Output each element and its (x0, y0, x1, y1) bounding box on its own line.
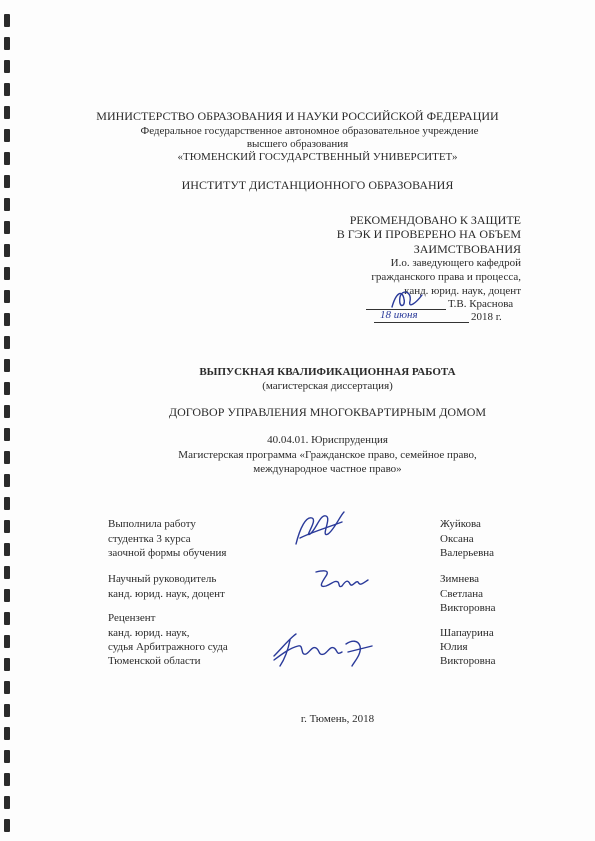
program-line-2: международное частное право» (253, 463, 402, 475)
student-first-name: Оксана (440, 533, 474, 545)
binding-hole (4, 474, 10, 487)
binding-hole (4, 819, 10, 832)
supervisor-first-name: Светлана (440, 588, 484, 600)
binding-hole (4, 198, 10, 211)
reviewer-signature (268, 626, 380, 672)
binding-hole (4, 60, 10, 73)
binding-hole (4, 221, 10, 234)
binding-hole (4, 152, 10, 165)
binding-hole (4, 520, 10, 533)
reviewer-role-line-1: Рецензент (108, 612, 156, 624)
student-surname: Жуйкова (440, 518, 481, 530)
binding-hole (4, 566, 10, 579)
binding-hole (4, 543, 10, 556)
binding-hole (4, 313, 10, 326)
university-name: «ТЮМЕНСКИЙ ГОСУДАРСТВЕННЫЙ УНИВЕРСИТЕТ» (177, 151, 458, 163)
approval-line-6: канд. юрид. наук, доцент (404, 285, 521, 297)
approval-line-2: В ГЭК И ПРОВЕРЕНО НА ОБЪЕМ (336, 227, 521, 241)
reviewer-role-line-2: канд. юрид. наук, (108, 627, 190, 639)
binding-hole (4, 612, 10, 625)
binding-hole (4, 336, 10, 349)
binding-hole (4, 681, 10, 694)
supervisor-surname: Зимнева (440, 573, 480, 585)
reviewer-surname: Шапаурина (440, 627, 494, 639)
binding-hole (4, 83, 10, 96)
binding-hole (4, 796, 10, 809)
head-name: Т.В. Краснова (448, 298, 514, 310)
program-line-1: Магистерская программа «Гражданское право, семейное право, (178, 449, 477, 461)
binding-hole (4, 635, 10, 648)
institution-line-1: Федеральное государственное автономное образовательное учреждение (140, 125, 479, 137)
approval-line-5: гражданского права и процесса, (371, 271, 521, 283)
binding-hole (4, 589, 10, 602)
binding-hole (4, 37, 10, 50)
binding-hole (4, 244, 10, 257)
binding-hole (4, 290, 10, 303)
student-patronymic: Валерьевна (440, 547, 495, 559)
date-line (374, 322, 469, 323)
student-signature (290, 508, 350, 552)
approval-line-4: И.о. заведующего кафедрой (390, 257, 521, 269)
reviewer-role-line-4: Тюменской области (108, 655, 201, 667)
binding-hole (4, 750, 10, 763)
approval-line-3: ЗАИМСТВОВАНИЯ (413, 242, 521, 256)
student-role-line-3: заочной формы обучения (108, 547, 227, 559)
binding-hole (4, 405, 10, 418)
binding-hole (4, 175, 10, 188)
binding-hole (4, 497, 10, 510)
institute-name: ИНСТИТУТ ДИСТАНЦИОННОГО ОБРАЗОВАНИЯ (181, 178, 454, 192)
reviewer-first-name: Юлия (440, 641, 468, 653)
binding-hole (4, 704, 10, 717)
reviewer-role-line-3: судья Арбитражного суда (108, 641, 228, 653)
binding-hole (4, 727, 10, 740)
approval-year: 2018 г. (471, 311, 502, 323)
binding-hole (4, 382, 10, 395)
student-role-line-1: Выполнила работу (108, 518, 196, 530)
supervisor-role-line-2: канд. юрид. наук, доцент (108, 588, 225, 600)
approval-date-handwritten: 18 июня (380, 309, 418, 321)
binding-hole (4, 658, 10, 671)
binding-hole (4, 267, 10, 280)
supervisor-patronymic: Викторовна (440, 602, 496, 614)
institution-line-2: высшего образования (246, 138, 349, 150)
supervisor-signature (312, 566, 372, 596)
binding-hole (4, 14, 10, 27)
approval-line-1: РЕКОМЕНДОВАНО К ЗАЩИТЕ (349, 213, 521, 227)
binding-hole (4, 359, 10, 372)
speciality-code: 40.04.01. Юриспруденция (267, 434, 388, 446)
work-type: ВЫПУСКНАЯ КВАЛИФИКАЦИОННАЯ РАБОТА (199, 366, 456, 378)
supervisor-role-line-1: Научный руководитель (108, 573, 217, 585)
ministry-line: МИНИСТЕРСТВО ОБРАЗОВАНИЯ И НАУКИ РОССИЙСКОЙ ФЕДЕРАЦИИ (96, 109, 499, 123)
binding-hole (4, 451, 10, 464)
binding-hole (4, 428, 10, 441)
student-role-line-2: студентка 3 курса (108, 533, 191, 545)
work-subtype: (магистерская диссертация) (262, 380, 393, 392)
city-year: г. Тюмень, 2018 (300, 713, 375, 725)
binding-hole (4, 773, 10, 786)
work-title: ДОГОВОР УПРАВЛЕНИЯ МНОГОКВАРТИРНЫМ ДОМОМ (168, 405, 487, 419)
reviewer-patronymic: Викторовна (440, 655, 496, 667)
